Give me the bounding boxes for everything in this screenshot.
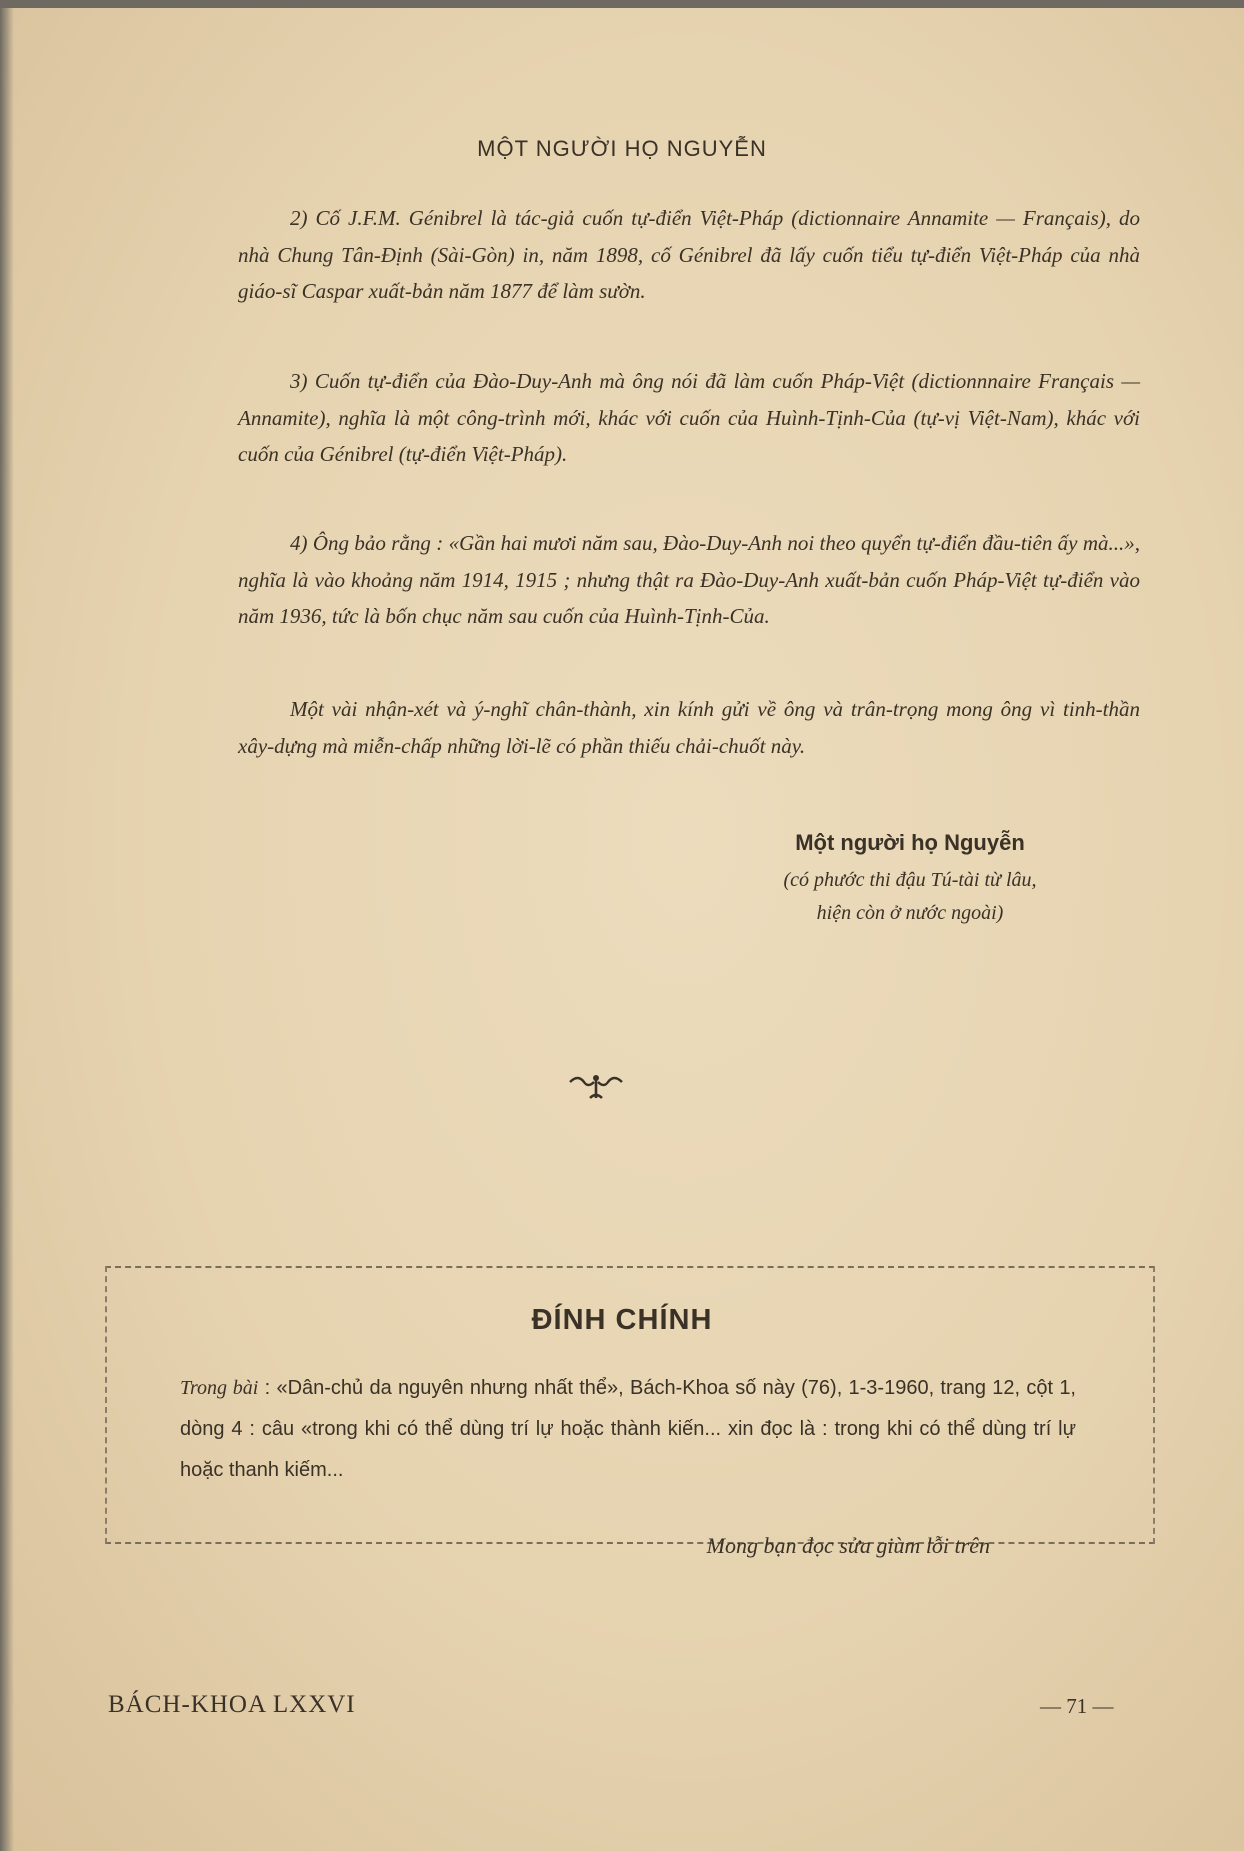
fleuron-ornament-icon	[566, 1068, 626, 1104]
signature-block	[690, 830, 1130, 930]
paragraph-4-text: 4) Ông bảo rằng : «Gần hai mươi năm sau, Đào-Duy-Anh noi theo quyển tự-điển đầu-tiên ấy mà...», nghĩa là vào khoảng năm 1914, 1915 ; nhưng thật ra Đào-Duy-Anh xuất-bản cuốn Pháp-Việt tự-điển vào năm 1936, tức là bốn chục năm sau cuốn của Huình-Tịnh-Của.	[238, 531, 1140, 628]
correction-closing: Mong bạn đọc sửa giùm lỗi trên	[706, 1533, 990, 1558]
footer-publication: BÁCH-KHOA LXXVI	[108, 1691, 356, 1718]
correction-title: ĐÍNH CHÍNH	[531, 1304, 713, 1336]
signature-name: Một người họ Nguyễn	[795, 830, 1025, 855]
closing-paragraph	[238, 691, 1140, 764]
paragraph-2-text: 2) Cố J.F.M. Génibrel là tác-giả cuốn tự-điển Việt-Pháp (dictionnaire Annamite — Français), do nhà Chung Tân-Định (Sài-Gòn) in, năm 1898, cố Génibrel đã lấy cuốn tiểu tự-điển Việt-Pháp của nhà giáo-sĩ Caspar xuất-bản năm 1877 để làm sườn.	[238, 206, 1140, 303]
paragraph-3-text: 3) Cuốn tự-điển của Đào-Duy-Anh mà ông nói đã làm cuốn Pháp-Việt (dictionnnaire Français — Annamite), nghĩa là một công-trình mới, khác với cuốn của Huình-Tịnh-Của (tự-vị Việt-Nam), khác với cuốn của Génibrel (tự-điển Việt-Pháp).	[238, 369, 1140, 466]
page	[0, 8, 1244, 1851]
correction-text	[180, 1368, 1076, 1491]
closing-paragraph-text: Một vài nhận-xét và ý-nghĩ chân-thành, xin kính gửi về ông và trân-trọng mong ông vì tinh-thần xây-dựng mà miễn-chấp những lời-lẽ có phần thiếu chải-chuốt này.	[238, 697, 1140, 758]
signature-note-line-2: hiện còn ở nước ngoài)	[816, 902, 1004, 924]
paragraph-2	[238, 200, 1140, 310]
running-header: MỘT NGƯỜI HỌ NGUYỄN	[477, 136, 767, 161]
footer-page-number: — 71 —	[1040, 1694, 1114, 1718]
correction-body: : «Dân-chủ da nguyên nhưng nhất thể», Bách-Khoa số này (76), 1-3-1960, trang 12, cột 1, dòng 4 : câu «trong khi có thể dùng trí lự hoặc thành kiến... xin đọc là : trong khi có thể dùng trí lự hoặc thanh kiếm...	[180, 1377, 1076, 1481]
paragraph-4	[238, 525, 1140, 635]
paragraph-3	[238, 363, 1140, 473]
binding-shadow	[0, 8, 14, 1851]
correction-lead: Trong bài	[180, 1377, 259, 1399]
signature-note-line-1: (có phước thi đậu Tú-tài từ lâu,	[783, 869, 1037, 891]
